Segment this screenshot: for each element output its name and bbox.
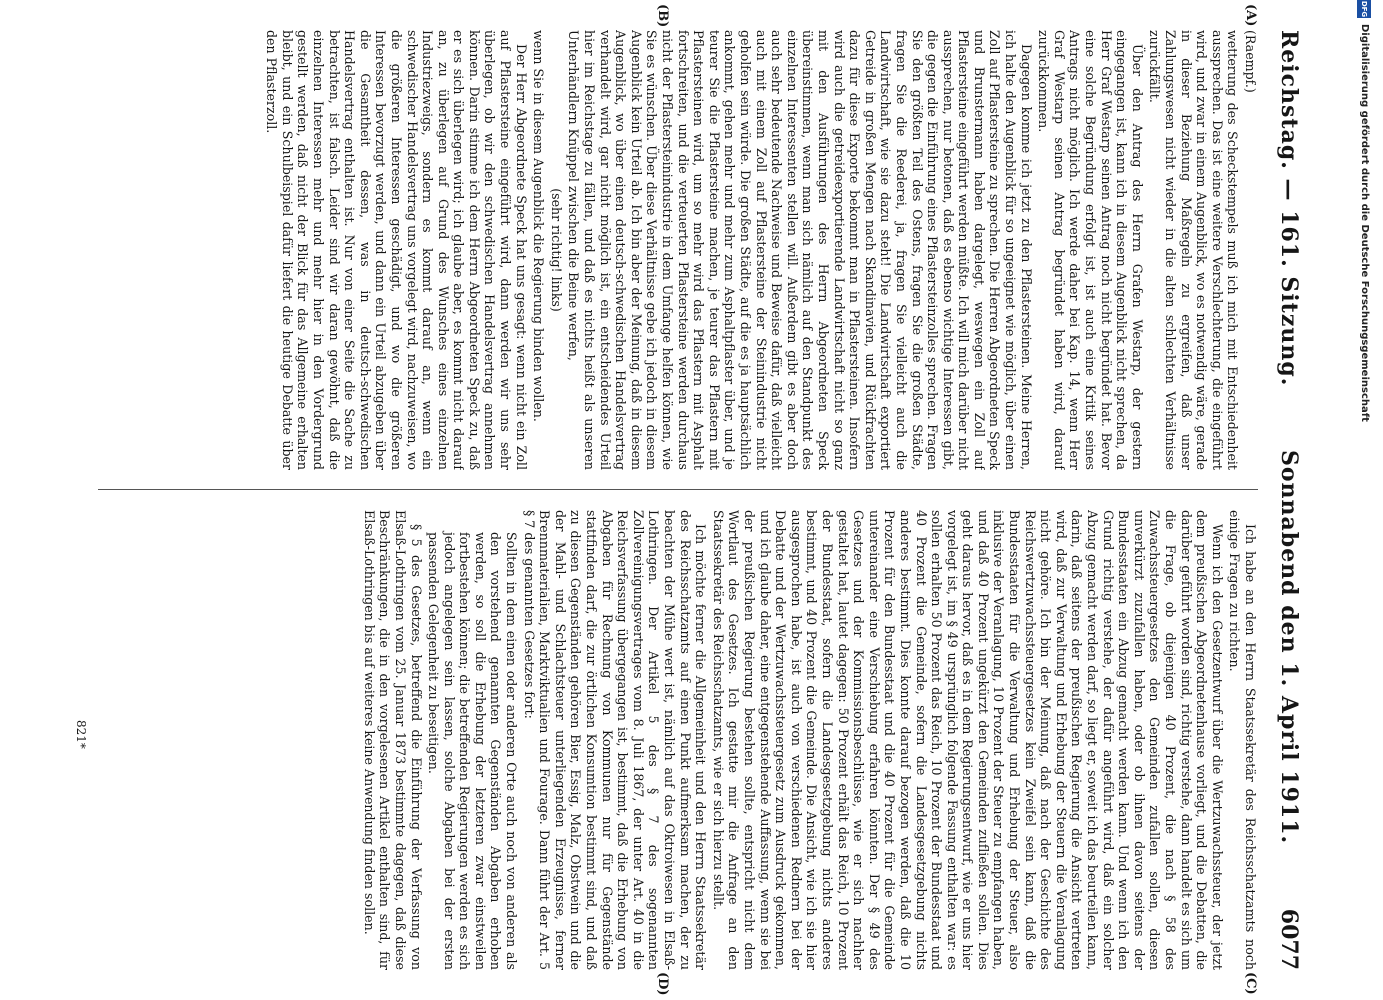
digitization-credit bbox=[1356, 0, 1370, 1000]
left-column-paragraph: (sehr richtig! links) bbox=[548, 188, 564, 312]
left-column-paragraph: Der Herr Abgeordnete Speck hat uns gesagt: wenn nicht ein Zoll auf Pflastersteine eingeführt wird, dann werden wir uns sehr überlegen, ob wir den schwedischen Handelsvertrag annehmen können. Darin stimme ich dem Herrn Abgeordneten Speck zu, daß er es sich überlegen wird; ich glaube aber, es kommt nicht darauf an, zu überlegen auf Grund des Wunsches eines einzelnen Industriezweigs, sondern es kommt darauf an, wenn ein schwedischer Handelsvertrag uns vorgelegt wird, nachzuweisen, wo die größeren Interessen geschädigt, und wo die größeren Interessen bevorzugt werden, und dann ein Urteil abzugeben über die Gesamtheit dessen, was in deutsch-schwedischen Handelsvertrag enthalten ist. Nur von einer Seite die Sache zu betrachten, ist falsch. Leider sind wir daran gewöhnt, daß die einzelnen Interessen mehr und mehr hier in den Vordergrund gestellt werden, daß nicht der Blick für das Allgemeine erhalten bleibt, und ein Schulbeispiel dafür liefert die heutige Debatte über den Pflasterzoll. bbox=[264, 30, 529, 470]
column-divider bbox=[98, 489, 1258, 490]
header-left: Reichstag. — 161. Sitzung. bbox=[1276, 30, 1302, 387]
dfg-logo-icon: DFG bbox=[1357, 0, 1371, 18]
header-center: Sonnabend den 1. April 1911. bbox=[1276, 450, 1302, 845]
right-column-paragraph: Wenn ich den Gesetzentwurf über die Wertzuwachssteuer, der jetzt dem preußischen Abgeordnetenhause vorliegt, und die Debatten, die darüber geführt worden sind, richtig verstehe, dann handelt es sich um die Frage, ob diejenigen 40 Prozent, die nach § 58 des Zuwachssteuergesetzes den Gemeinden zufallen sollen, diesen unverkürzt zuzufallen haben, oder ob ihnen davon seitens der Bundesstaaten ein Abzug gemacht werden kann. Und wenn ich den Grund richtig verstehe, der dafür angeführt wird, daß ein solcher Abzug gemacht werden darf, so liegt er, soweit ich das beurteilen kann, darin, daß seitens der preußischen Regierung die Ansicht vertreten wird, daß zur Verwaltung und Erhebung der Steuern die Veranlagung nicht gehöre. Ich bin der Meinung, daß nach der Geschichte des Reichswertzuwachssteuergesetzes kein Zweifel sein kann, daß die Bundesstaaten für die Verwaltung und Erhebung der Steuer, also inklusive der Veranlagung, 10 Prozent der Steuer zu empfangen haben, und daß 40 Prozent ungekürzt den Gemeinden zufließen sollen. Dies geht daraus hervor, daß es in dem Regierungsentwurf, wie er uns hier vorgelegt ist, im § 49 ursprünglich folgende Fassung enthalten war: es sollen erhalten 50 Prozent das Reich, 10 Prozent der Bundesstaat und 40 Prozent die Gemeinde, sofern die Landesgesetzgebung nichts anderes bestimmt. Dies konnte darauf bezogen werden, daß die 10 Prozent für den Bundesstaat und die 40 Prozent für die Gemeinde untereinander eine Verschiebung erfahren könnten. Der § 49 des Gesetzes und der Kommissionsbeschlüsse, wie er sich nachher gestaltet hat, lautet dagegen: 50 Prozent erhält das Reich, 10 Prozent der Bundesstaat, sofern die Landesgesetzgebung nichts anderes bestimmt, und 40 Prozent die Gemeinde. Die Ansicht, wie ich sie hier ausgesprochen habe, ist auch von verschiedenen Rednern bei der Debatte und der Wertzuwachssteuergesetz zum Ausdruck gekommen, und ich glaube daher, eine entgegenstehende Auffassung, wenn sie bei der preußischen Regierung bestehen sollte, entspricht nicht dem Wortlaut des Gesetzes. Ich gestatte mir die Anfrage an den Staatssekretär des Reichsschatzamts, wie er sich hierzu stellt. bbox=[710, 510, 1225, 970]
margin-marker-b: (B) bbox=[655, 4, 670, 28]
left-column bbox=[78, 30, 1258, 470]
right-column-paragraph: Ich habe an den Herrn Staatssekretär des Reichsschatzamts noch einige Fragen zu richten. bbox=[1227, 510, 1258, 970]
page-header bbox=[1266, 30, 1306, 970]
left-column-paragraph: wenn Sie in diesem Augenblick die Regierung binden wollen. bbox=[531, 30, 547, 422]
right-column bbox=[78, 510, 1258, 970]
margin-marker-d: (D) bbox=[655, 972, 670, 996]
left-column-paragraph: Dagegen komme ich jetzt zu den Pflastersteinen. Meine Herren, ich halte den Augenblick für so ungeeignet wie möglich, über einen Zoll auf Pflastersteine zu sprechen. Die Herren Abgeordneten Speck und Brunstermann haben dargelegt, weswegen ein Zoll auf Pflastersteine eingeführt werden müßte. Ich will mich darüber nicht aussprechen, nur betonen, daß es ebenso wichtige Interessen gibt, die gegen die Einführung eines Pflastersteinzolles sprechen. Fragen Sie den größten Teil des Ostens, fragen Sie die großen Städte, fragen Sie die Reederei, ja, fragen Sie vielleicht auch die Landwirtschaft, wie sie dazu steht! Die Landwirtschaft exportiert Getreide in großen Mengen nach Skandinavien, und Rückfrachten dazu für diese Exporte bekommt man in Pflastersteinen. Insofern wird auch die getreideexportierende Landwirtschaft nicht so ganz mit den Ausführungen des Herrn Abgeordneten Speck übereinstimmen, wenn man sich nämlich auf den Standpunkt des einzelnen Interessenten stellen will. Außerdem gibt es aber doch auch sehr bedeutende Nachweise und Beweise dafür, daß vielleicht auch mit einem Zoll auf Pflastersteine der Steinindustrie nicht geholfen sein würde. Die großen Städte, auf die es ja hauptsächlich ankommt, gehen mehr und mehr zum Asphaltpflaster über, und je teurer Sie die Pflastersteine machen, je teurer das Pflastern mit Pflastersteinen wird, um so mehr wird das Pflastern mit Asphalt fortschreiten, und die verteuerten Pflastersteine werden durchaus nicht der Pflastersteinindustrie in dem Umfange helfen können, wie Sie es wünschen. Über diese Verhältnisse gebe ich jedoch in diesem Augenblick kein Urteil ab. Ich bin aber der Meinung, daß in diesem Augenblick, wo über einen deutsch-schwedischen Handelsvertrag verhandelt wird, gar nicht möglich ist, ein entscheidendes Urteil hier im Reichstage zu fällen, und daß es nichts heißt als unseren Unterhändlern Knüppel zwischen die Beine werfen, bbox=[566, 30, 1034, 470]
left-column-paragraph: wetterung des Scheckstempels muß ich mich mit Entschiedenheit aussprechen. Das ist eine weitere Verschlechterung, die eingeführt wird, und zwar in einem Augenblick, wo es notwendig wäre, gerade in dieser Beziehung Maßregeln zu ergreifen, daß unser Zahlungswesen nicht wieder in die alten schlechten Verhältnisse zurückfällt. bbox=[1147, 30, 1241, 470]
right-column-paragraph: Ich möchte ferner die Allgemeinheit und den Herrn Staatssekretär des Reichsschatzamts auf einen Punkt aufmerksam machen, der zu beachten der Mühe wert ist, nämlich auf das Oktroiwesen in Elsaß-Lothringen. Der Artikel 5 des § 7 des sogenannten Zollvereinigungsvertrages vom 8. Juli 1867, der unter Art. 40 in die Reichsverfassung übergegangen ist, bestimmt, daß die Erhebung von Abgaben für Rechnung von Kommunen nur für Gegenstände stattfinden darf, die zur örtlichen Konsumtion bestimmt sind, und daß zu diesen Gegenständen gehören Bier, Essig, Malz, Obstwein und die der Mahl- und Schlachtsteuer unterliegenden Erzeugnisse, ferner Brennmaterialien, Marktviktualien und Fourage. Dann führt der Art. 5 § 7 des genannten Gesetzes fort: bbox=[521, 510, 709, 970]
header-page-number: 6077 bbox=[1276, 908, 1302, 970]
credit-text: Digitalisierung gefördert durch die Deutsche Forschungsgemeinschaft bbox=[1359, 24, 1370, 422]
margin-marker-c: (C) bbox=[1243, 972, 1258, 995]
page-footer-number: 821* bbox=[74, 720, 88, 749]
left-column-paragraph: (Raempf.) bbox=[1243, 30, 1258, 93]
right-column-paragraph: § 5 des Gesetzes, betreffend die Einführung der Verfassung von Elsaß-Lothringen vom 25. Januar 1873 bestimmte dagegen, daß diese Beschränkungen, die in den vorgelesenen Artikel enthalten sind, für Elsaß-Lothringen bis auf weiteres keine Anwendung finden sollen. bbox=[361, 510, 424, 970]
margin-marker-a: (A) bbox=[1243, 4, 1258, 27]
right-column-paragraph: Sollten in dem einen oder anderen Orte auch noch von anderen als den vorstehend genannten Gegenständen Abgaben erhoben werden, so soll die Erhebung der letzteren zwar einstweilen fortbestehen können; die betreffenden Regierungen werden es sich jedoch angelegen sein lassen, solche Abgaben bei der ersten passenden Gelegenheit zu beseitigen. bbox=[426, 532, 520, 970]
left-column-paragraph: Über den Antrag des Herrn Grafen Westarp, der gestern eingegangen ist, kann ich in diesem Augenblick nicht sprechen, da Herr Graf Westarp seinen Antrag noch nicht begründet hat. Bevor eine solche Begründung erfolgt ist, ist auch eine Kritik seines Antrags nicht möglich. Ich werde daher bei Kap. 14, wenn Herr Graf Westarp seinen Antrag begründet haben wird, darauf zurückkommen. bbox=[1036, 30, 1145, 470]
